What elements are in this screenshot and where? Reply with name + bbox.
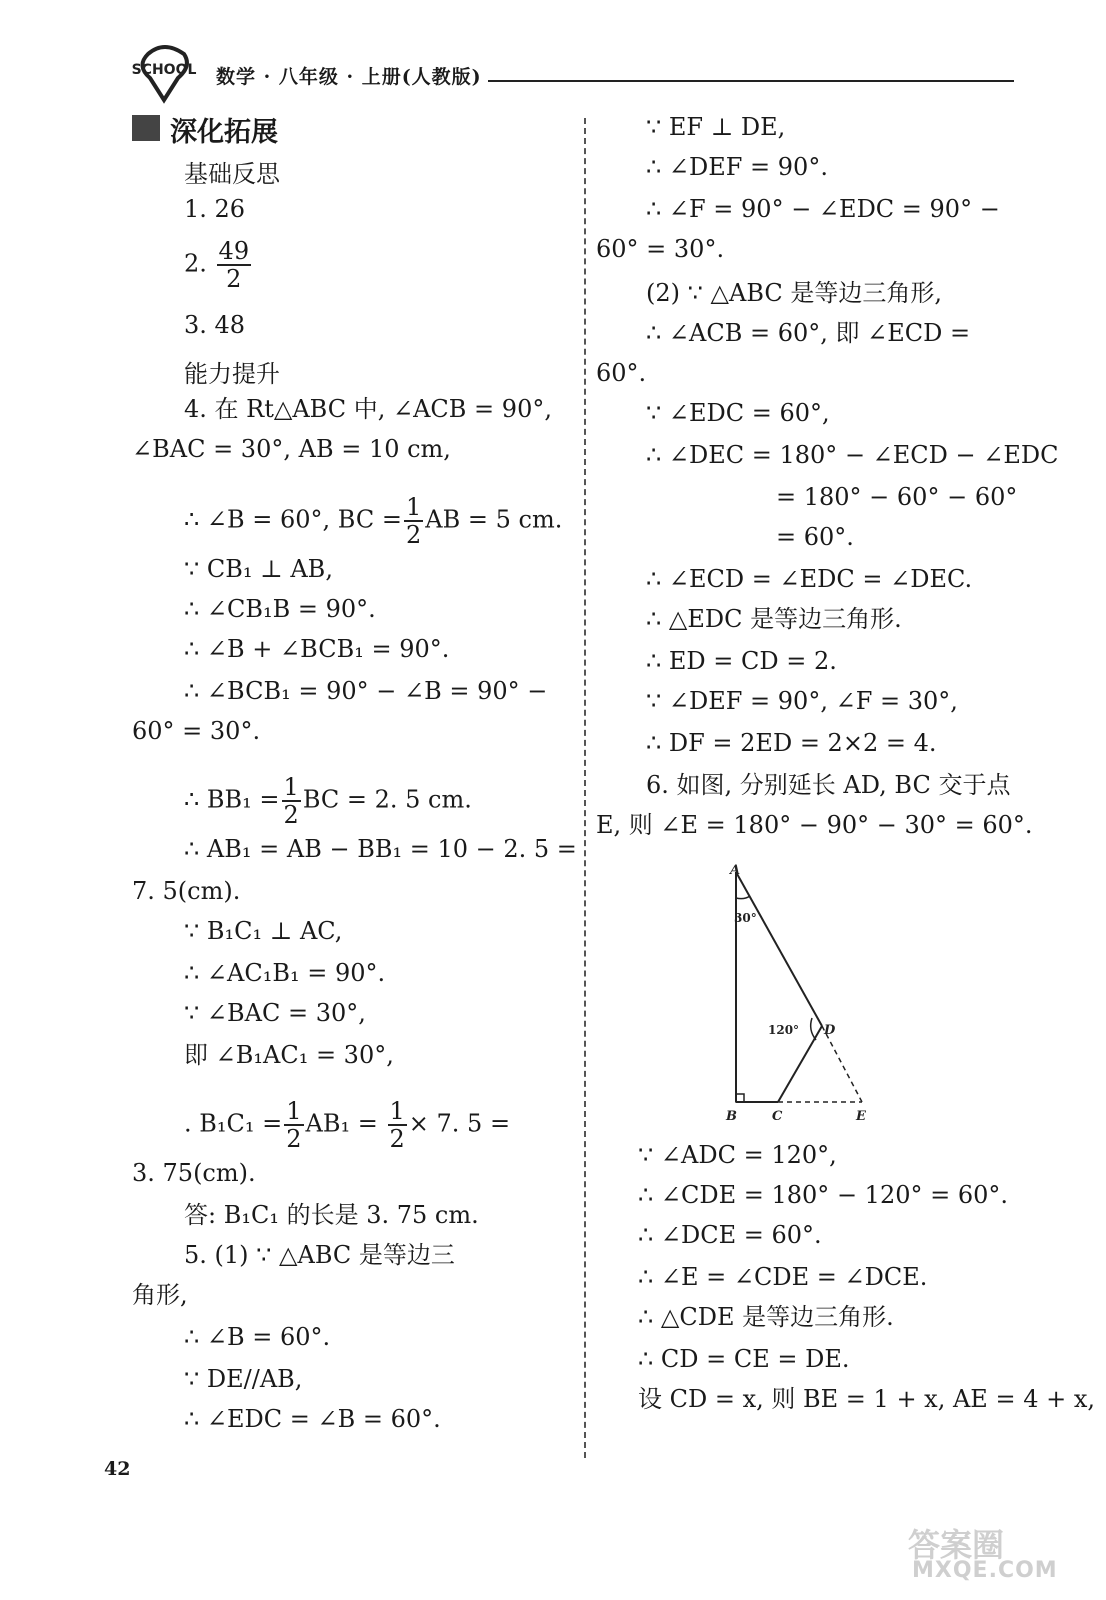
fraction-denominator: 2 bbox=[389, 1125, 405, 1153]
proof-line: ∴ ∠B = 60°. bbox=[184, 1323, 331, 1351]
proof-line: ∵ ∠ADC = 120°, bbox=[638, 1141, 837, 1169]
proof-line: ∴ △EDC 是等边三角形. bbox=[646, 605, 902, 633]
proof-line: ∴ ∠DEF = 90°. bbox=[646, 153, 828, 181]
proof-line: 60°. bbox=[596, 359, 647, 387]
column-divider bbox=[584, 118, 586, 1458]
proof-line: ∵ DE//AB, bbox=[184, 1365, 303, 1393]
fraction-denominator: 2 bbox=[406, 521, 422, 549]
proof-line: 答: B₁C₁ 的长是 3. 75 cm. bbox=[184, 1201, 479, 1229]
fraction-half bbox=[282, 774, 301, 828]
watermark-logo: 答案圈 bbox=[908, 1526, 1005, 1564]
proof-line: = 60°. bbox=[776, 523, 854, 551]
label-d: D bbox=[824, 1023, 836, 1038]
proof-line: ∵ B₁C₁ ⊥ AC, bbox=[184, 917, 343, 945]
proof-line: 7. 5(cm). bbox=[132, 877, 241, 905]
proof-line: ∴ ∠DEC = 180° − ∠ECD − ∠EDC bbox=[646, 441, 1059, 469]
logo-text: SCHOOL bbox=[131, 62, 197, 78]
fraction-numerator: 49 bbox=[218, 237, 250, 265]
proof-text: ∴ BB₁ = bbox=[184, 785, 280, 814]
fraction-numerator: 1 bbox=[389, 1097, 405, 1125]
proof-text: × 7. 5 = bbox=[408, 1109, 511, 1138]
proof-line: ∵ ∠DEF = 90°, ∠F = 30°, bbox=[646, 687, 958, 715]
fraction-numerator: 1 bbox=[406, 493, 422, 521]
proof-line: 4. 在 Rt△ABC 中, ∠ACB = 90°, bbox=[184, 395, 552, 423]
fraction-half bbox=[404, 494, 423, 548]
proof-line: ∴ AB₁ = AB − BB₁ = 10 − 2. 5 = bbox=[184, 835, 577, 863]
fraction-denominator: 2 bbox=[286, 1125, 302, 1153]
label-c: C bbox=[772, 1109, 783, 1124]
proof-line: 60° = 30°. bbox=[596, 235, 725, 263]
proof-line: ∴ ∠EDC = ∠B = 60°. bbox=[184, 1405, 441, 1433]
proof-text: AB = 5 cm. bbox=[425, 505, 563, 534]
answer-2 bbox=[184, 238, 253, 292]
proof-line: ∵ EF ⊥ DE, bbox=[646, 113, 786, 141]
fraction-half bbox=[284, 1098, 303, 1152]
angle-a-label: 30° bbox=[734, 911, 757, 925]
angle-d-label: 120° bbox=[768, 1023, 800, 1037]
proof-line: ∵ CB₁ ⊥ AB, bbox=[184, 555, 333, 583]
section-title: 深化拓展 bbox=[170, 117, 278, 148]
answer-2-prefix: 2. bbox=[184, 249, 207, 278]
label-e: E bbox=[856, 1109, 866, 1124]
answer-1: 1. 26 bbox=[184, 195, 246, 223]
answer-3: 3. 48 bbox=[184, 311, 246, 339]
proof-line: ∴ DF = 2ED = 2×2 = 4. bbox=[646, 729, 937, 757]
proof-line: ∴ ∠E = ∠CDE = ∠DCE. bbox=[638, 1263, 928, 1291]
proof-line: ∵ ∠BAC = 30°, bbox=[184, 999, 366, 1027]
proof-line: ∵ ∠EDC = 60°, bbox=[646, 399, 830, 427]
proof-line: ∴ ∠DCE = 60°. bbox=[638, 1221, 822, 1249]
proof-line: 设 CD = x, 则 BE = 1 + x, AE = 4 + x, bbox=[638, 1385, 1095, 1413]
proof-line bbox=[184, 774, 472, 828]
proof-text: AB₁ = bbox=[305, 1109, 378, 1138]
proof-line: ∠BAC = 30°, AB = 10 cm, bbox=[132, 435, 451, 463]
proof-line: ∴ CD = CE = DE. bbox=[638, 1345, 850, 1373]
proof-line: ∴ ∠BCB₁ = 90° − ∠B = 90° − bbox=[184, 677, 548, 705]
proof-line: (2) ∵ △ABC 是等边三角形, bbox=[646, 279, 943, 307]
triangle-figure bbox=[720, 858, 880, 1128]
fraction-denominator: 2 bbox=[226, 265, 242, 293]
section-marker bbox=[132, 115, 160, 141]
proof-text: . B₁C₁ = bbox=[184, 1109, 283, 1138]
proof-line: 3. 75(cm). bbox=[132, 1159, 256, 1187]
proof-line: ∴ ∠ECD = ∠EDC = ∠DEC. bbox=[646, 565, 973, 593]
proof-line: ∴ ∠ACB = 60°, 即 ∠ECD = bbox=[646, 319, 971, 347]
school-logo bbox=[128, 44, 200, 104]
proof-line: ∴ ED = CD = 2. bbox=[646, 647, 837, 675]
watermark-url: MXQE.COM bbox=[912, 1558, 1058, 1583]
fraction-denominator: 2 bbox=[283, 801, 299, 829]
label-b: B bbox=[726, 1109, 737, 1124]
proof-line: ∴ ∠F = 90° − ∠EDC = 90° − bbox=[646, 195, 1000, 223]
proof-line bbox=[184, 1098, 510, 1152]
proof-line: ∴ ∠CDE = 180° − 120° = 60°. bbox=[638, 1181, 1009, 1209]
label-a: A bbox=[730, 863, 741, 878]
proof-line: 即 ∠B₁AC₁ = 30°, bbox=[184, 1041, 394, 1069]
proof-line bbox=[184, 494, 562, 548]
proof-text: ∴ ∠B = 60°, BC = bbox=[184, 505, 402, 534]
header-title: 数学 · 八年级 · 上册(人教版) bbox=[216, 66, 482, 88]
proof-line: 60° = 30°. bbox=[132, 717, 261, 745]
proof-line: ∴ △CDE 是等边三角形. bbox=[638, 1303, 894, 1331]
subheading-improve: 能力提升 bbox=[184, 360, 280, 388]
subheading-basic: 基础反思 bbox=[184, 160, 280, 188]
proof-line: 5. (1) ∵ △ABC 是等边三 bbox=[184, 1241, 455, 1269]
proof-line: ∴ ∠B + ∠BCB₁ = 90°. bbox=[184, 635, 450, 663]
fraction-numerator: 1 bbox=[286, 1097, 302, 1125]
header-rule bbox=[488, 80, 1014, 82]
page-number: 42 bbox=[104, 1458, 131, 1480]
proof-line: 角形, bbox=[132, 1281, 188, 1309]
proof-line: ∴ ∠CB₁B = 90°. bbox=[184, 595, 376, 623]
proof-line: ∴ ∠AC₁B₁ = 90°. bbox=[184, 959, 386, 987]
fraction-numerator: 1 bbox=[283, 773, 299, 801]
proof-text: BC = 2. 5 cm. bbox=[302, 785, 472, 814]
fraction-49-2 bbox=[217, 238, 252, 292]
fraction-half bbox=[388, 1098, 407, 1152]
proof-line: 6. 如图, 分别延长 AD, BC 交于点 bbox=[646, 771, 1011, 799]
proof-line: = 180° − 60° − 60° bbox=[776, 483, 1018, 511]
proof-line: E, 则 ∠E = 180° − 90° − 30° = 60°. bbox=[596, 811, 1033, 839]
